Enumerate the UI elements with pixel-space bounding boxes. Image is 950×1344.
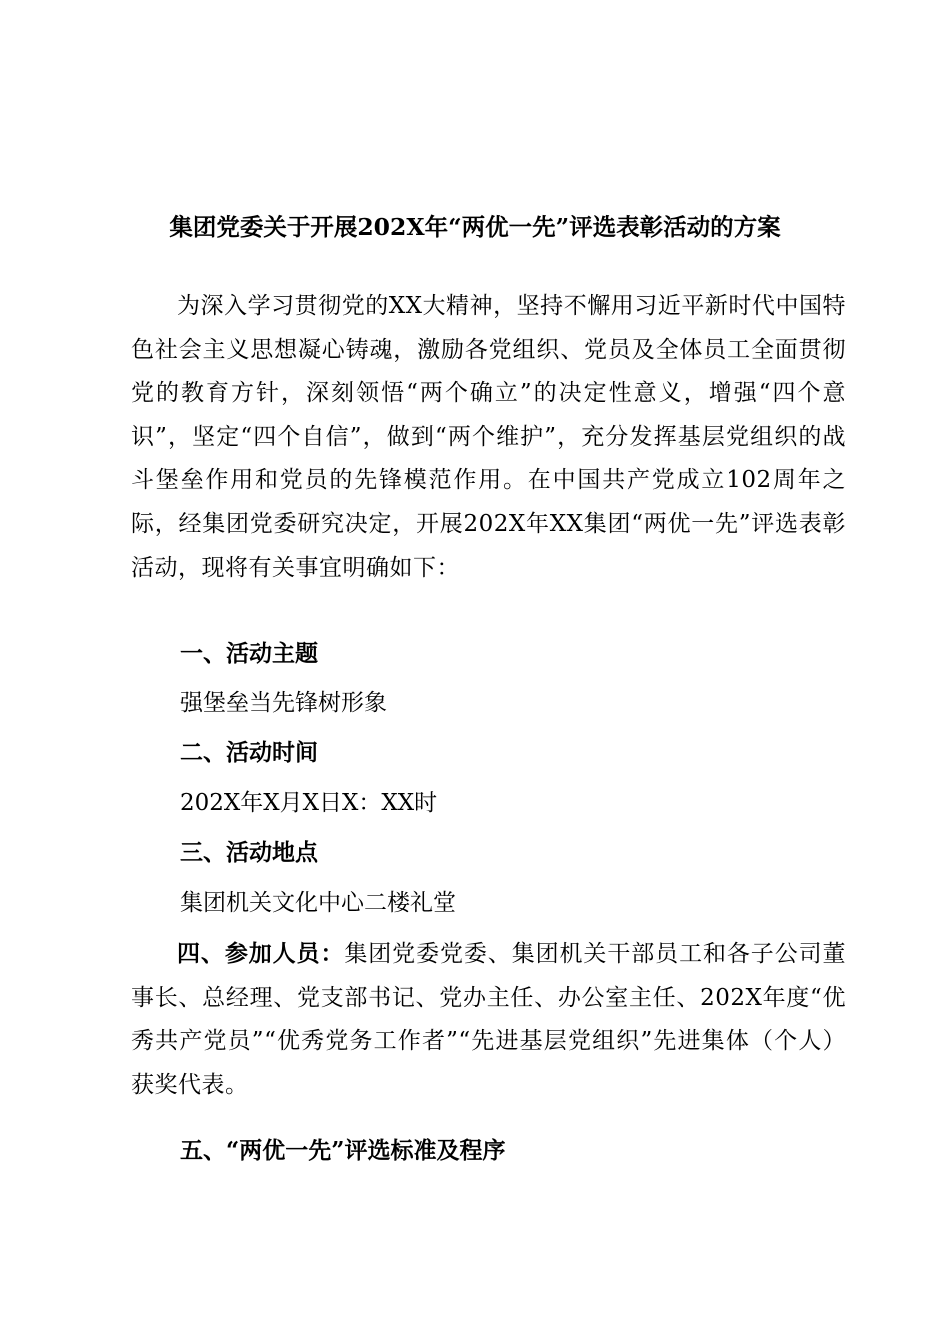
section-3-heading: 三、活动地点 bbox=[180, 839, 318, 866]
section-4-heading: 四、参加人员： bbox=[177, 940, 345, 967]
document-title: 集团党委关于开展202X年“两优一先”评选表彰活动的方案 bbox=[169, 213, 781, 241]
section-4-paragraph bbox=[131, 932, 846, 1107]
section-4-content: 集团党委党委、集团机关干部员工和各子公司董事长、总经理、党支部书记、党办主任、办公室主任、202X年度“优秀共产党员”“优秀党务工作者”“先进基层党组织”先进集体（个人）获奖代表。 bbox=[131, 941, 847, 1098]
section-2-heading: 二、活动时间 bbox=[180, 739, 318, 766]
section-1-content: 强堡垒当先锋树形象 bbox=[180, 690, 387, 716]
section-1-heading: 一、活动主题 bbox=[180, 640, 318, 667]
intro-paragraph: 为深入学习贯彻党的XX大精神，坚持不懈用习近平新时代中国特色社会主义思想凝心铸魂，激励各党组织、党员及全体员工全面贯彻党的教育方针，深刻领悟“两个确立”的决定性意义，增强“四个意识”，坚定“四个自信”，做到“两个维护”，充分发挥基层党组织的战斗堡垒作用和党员的先锋模范作用。在中国共产党成立102周年之际，经集团党委研究决定，开展202X年XX集团“两优一先”评选表彰活动，现将有关事宜明确如下： bbox=[131, 293, 846, 581]
section-5-heading: 五、“两优一先”评选标准及程序 bbox=[180, 1137, 506, 1164]
section-3-content: 集团机关文化中心二楼礼堂 bbox=[180, 890, 456, 916]
section-2-content: 202X年X月X日X：XX时 bbox=[180, 790, 438, 816]
